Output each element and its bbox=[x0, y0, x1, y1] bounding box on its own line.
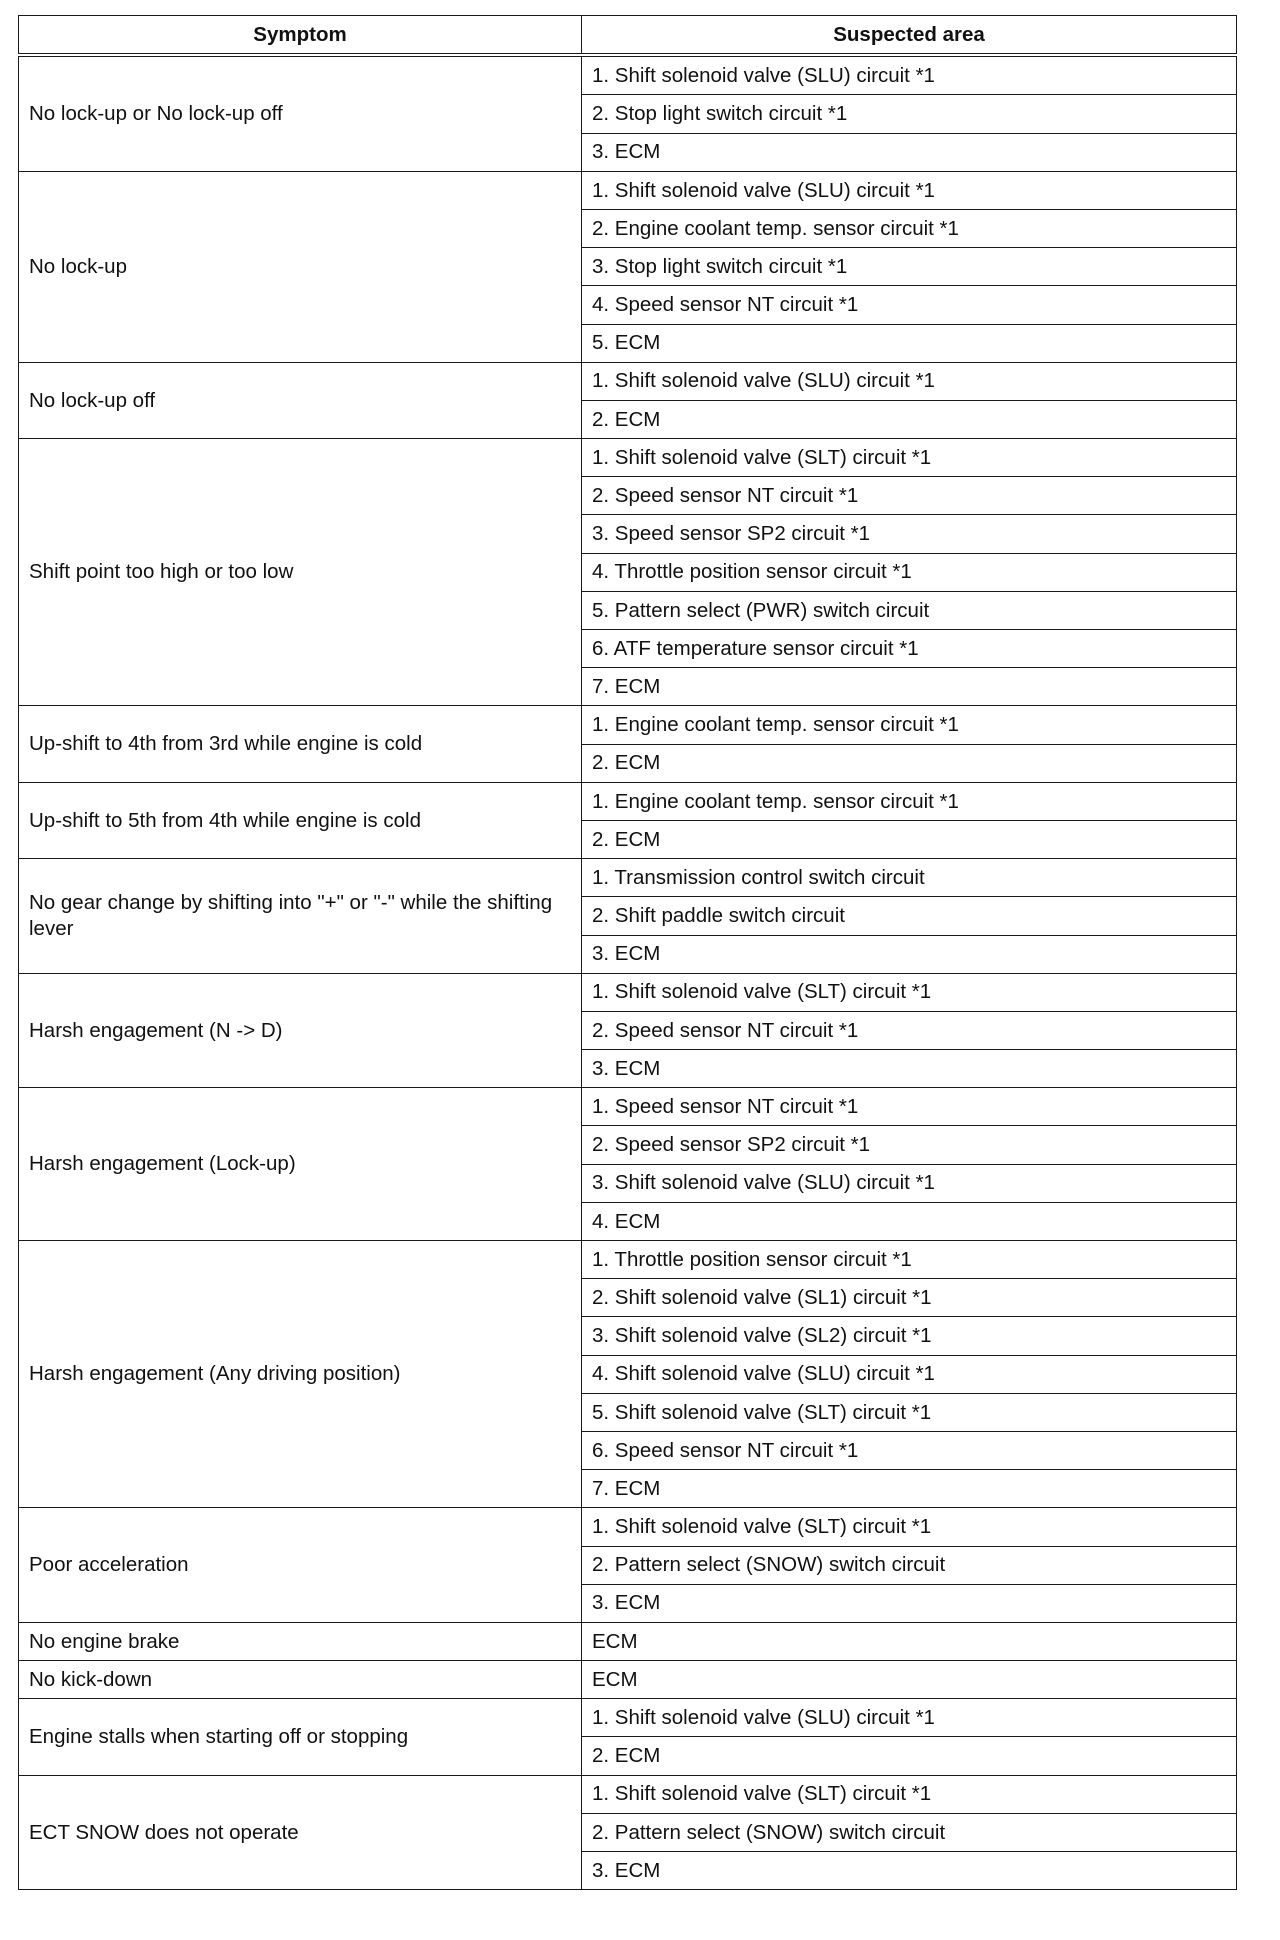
symptom-table bbox=[18, 15, 1237, 1890]
symptom-cell: Harsh engagement (N -> D) bbox=[19, 973, 582, 1088]
suspected-area-cell: 2. Speed sensor SP2 circuit *1 bbox=[582, 1126, 1237, 1164]
symptom-cell: No gear change by shifting into "+" or "-" while the shifting lever bbox=[19, 859, 582, 974]
table-row bbox=[19, 973, 1237, 1011]
symptom-cell: Up-shift to 4th from 3rd while engine is cold bbox=[19, 706, 582, 782]
suspected-area-cell: 1. Shift solenoid valve (SLT) circuit *1 bbox=[582, 1508, 1237, 1546]
suspected-area-cell: 1. Throttle position sensor circuit *1 bbox=[582, 1241, 1237, 1279]
suspected-area-cell: 3. Shift solenoid valve (SLU) circuit *1 bbox=[582, 1164, 1237, 1202]
suspected-area-cell: 3. ECM bbox=[582, 1050, 1237, 1088]
suspected-area-cell: 1. Shift solenoid valve (SLU) circuit *1 bbox=[582, 55, 1237, 95]
symptom-cell: Shift point too high or too low bbox=[19, 439, 582, 706]
table-row bbox=[19, 362, 1237, 400]
table-row bbox=[19, 782, 1237, 820]
suspected-area-cell: 1. Shift solenoid valve (SLT) circuit *1 bbox=[582, 439, 1237, 477]
symptom-cell: No lock-up or No lock-up off bbox=[19, 55, 582, 171]
table-row bbox=[19, 55, 1237, 95]
symptom-cell: Poor acceleration bbox=[19, 1508, 582, 1623]
suspected-area-cell: 2. Shift paddle switch circuit bbox=[582, 897, 1237, 935]
suspected-area-cell: 2. Engine coolant temp. sensor circuit *1 bbox=[582, 209, 1237, 247]
suspected-area-cell: 3. ECM bbox=[582, 1584, 1237, 1622]
symptom-cell: ECT SNOW does not operate bbox=[19, 1775, 582, 1890]
suspected-area-cell: 3. Shift solenoid valve (SL2) circuit *1 bbox=[582, 1317, 1237, 1355]
symptom-cell: No kick-down bbox=[19, 1661, 582, 1699]
suspected-area-cell: 2. Pattern select (SNOW) switch circuit bbox=[582, 1813, 1237, 1851]
suspected-area-cell: 3. Speed sensor SP2 circuit *1 bbox=[582, 515, 1237, 553]
header-row bbox=[19, 16, 1237, 56]
symptom-cell: Engine stalls when starting off or stopping bbox=[19, 1699, 582, 1775]
table-row bbox=[19, 859, 1237, 897]
symptom-cell: Harsh engagement (Lock-up) bbox=[19, 1088, 582, 1241]
suspected-area-cell: 1. Shift solenoid valve (SLU) circuit *1 bbox=[582, 1699, 1237, 1737]
table-row bbox=[19, 171, 1237, 209]
symptom-cell: No lock-up off bbox=[19, 362, 582, 438]
suspected-area-cell: 2. Shift solenoid valve (SL1) circuit *1 bbox=[582, 1279, 1237, 1317]
suspected-area-cell: 3. ECM bbox=[582, 1852, 1237, 1890]
suspected-area-cell: 2. Stop light switch circuit *1 bbox=[582, 95, 1237, 133]
suspected-area-cell: 1. Shift solenoid valve (SLT) circuit *1 bbox=[582, 1775, 1237, 1813]
suspected-area-cell: 5. ECM bbox=[582, 324, 1237, 362]
table-row bbox=[19, 1661, 1237, 1699]
suspected-area-cell: 4. ECM bbox=[582, 1202, 1237, 1240]
suspected-area-cell: ECM bbox=[582, 1622, 1237, 1660]
suspected-area-cell: 5. Pattern select (PWR) switch circuit bbox=[582, 591, 1237, 629]
suspected-area-cell: 2. ECM bbox=[582, 744, 1237, 782]
suspected-area-cell: 4. Throttle position sensor circuit *1 bbox=[582, 553, 1237, 591]
table-row bbox=[19, 1699, 1237, 1737]
table-row bbox=[19, 1508, 1237, 1546]
symptom-cell: Up-shift to 5th from 4th while engine is cold bbox=[19, 782, 582, 858]
suspected-area-cell: 3. ECM bbox=[582, 133, 1237, 171]
suspected-area-cell: 1. Engine coolant temp. sensor circuit *1 bbox=[582, 782, 1237, 820]
suspected-area-cell: 4. Speed sensor NT circuit *1 bbox=[582, 286, 1237, 324]
table-row bbox=[19, 1622, 1237, 1660]
suspected-area-cell: 2. ECM bbox=[582, 820, 1237, 858]
table-row bbox=[19, 439, 1237, 477]
suspected-area-cell: 6. ATF temperature sensor circuit *1 bbox=[582, 630, 1237, 668]
symptom-cell: No lock-up bbox=[19, 171, 582, 362]
suspected-area-cell: 3. ECM bbox=[582, 935, 1237, 973]
suspected-area-cell: 1. Shift solenoid valve (SLU) circuit *1 bbox=[582, 362, 1237, 400]
header-symptom: Symptom bbox=[19, 16, 582, 56]
suspected-area-cell: 6. Speed sensor NT circuit *1 bbox=[582, 1431, 1237, 1469]
suspected-area-cell: 2. ECM bbox=[582, 400, 1237, 438]
suspected-area-cell: 2. Speed sensor NT circuit *1 bbox=[582, 477, 1237, 515]
suspected-area-cell: 1. Shift solenoid valve (SLT) circuit *1 bbox=[582, 973, 1237, 1011]
suspected-area-cell: 2. ECM bbox=[582, 1737, 1237, 1775]
table-row bbox=[19, 1241, 1237, 1279]
suspected-area-cell: 1. Transmission control switch circuit bbox=[582, 859, 1237, 897]
suspected-area-cell: 4. Shift solenoid valve (SLU) circuit *1 bbox=[582, 1355, 1237, 1393]
suspected-area-cell: 1. Speed sensor NT circuit *1 bbox=[582, 1088, 1237, 1126]
table-row bbox=[19, 1088, 1237, 1126]
suspected-area-cell: 7. ECM bbox=[582, 668, 1237, 706]
suspected-area-cell: 5. Shift solenoid valve (SLT) circuit *1 bbox=[582, 1393, 1237, 1431]
suspected-area-cell: 1. Shift solenoid valve (SLU) circuit *1 bbox=[582, 171, 1237, 209]
table-row bbox=[19, 706, 1237, 744]
suspected-area-cell: 7. ECM bbox=[582, 1470, 1237, 1508]
troubleshooting-table-container bbox=[18, 15, 1236, 1890]
header-suspected-area: Suspected area bbox=[582, 16, 1237, 56]
suspected-area-cell: 1. Engine coolant temp. sensor circuit *1 bbox=[582, 706, 1237, 744]
symptom-cell: Harsh engagement (Any driving position) bbox=[19, 1241, 582, 1508]
suspected-area-cell: 2. Speed sensor NT circuit *1 bbox=[582, 1011, 1237, 1049]
suspected-area-cell: 3. Stop light switch circuit *1 bbox=[582, 248, 1237, 286]
table-row bbox=[19, 1775, 1237, 1813]
suspected-area-cell: 2. Pattern select (SNOW) switch circuit bbox=[582, 1546, 1237, 1584]
suspected-area-cell: ECM bbox=[582, 1661, 1237, 1699]
symptom-cell: No engine brake bbox=[19, 1622, 582, 1660]
table-body bbox=[19, 55, 1237, 1890]
